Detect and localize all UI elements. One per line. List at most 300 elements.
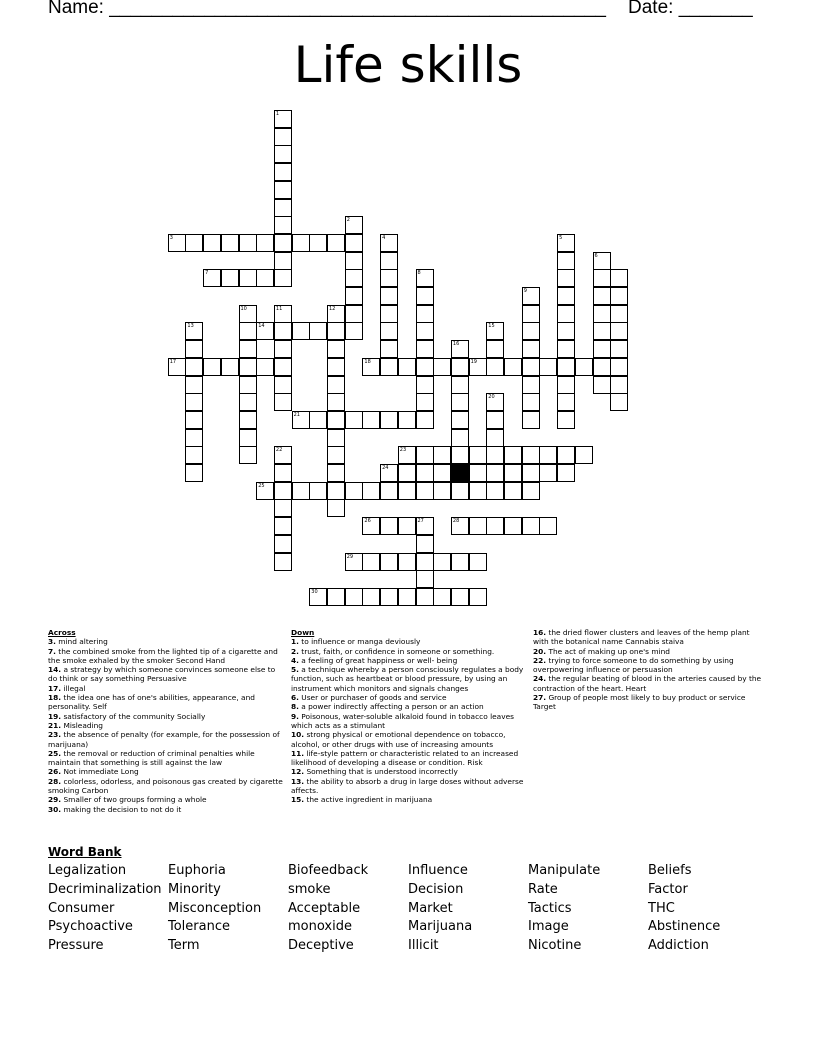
grid-cell[interactable] xyxy=(557,340,575,358)
clue xyxy=(291,767,529,776)
clue-text: a strategy by which someone convinces someone else to do think or say something Persuasive xyxy=(48,665,276,684)
grid-cell[interactable] xyxy=(256,482,274,500)
grid-cell[interactable] xyxy=(610,393,628,411)
grid-cell[interactable] xyxy=(557,411,575,429)
grid-cell[interactable] xyxy=(327,340,345,358)
grid-cell[interactable] xyxy=(203,234,221,252)
grid-cell[interactable] xyxy=(522,340,540,358)
grid-cell[interactable] xyxy=(610,340,628,358)
grid-cell[interactable] xyxy=(274,216,292,234)
grid-cell[interactable] xyxy=(327,482,345,500)
grid-cell[interactable] xyxy=(185,234,203,252)
clue-text: Group of people most likely to buy product or service Target xyxy=(533,693,746,712)
grid-cell[interactable] xyxy=(504,446,522,464)
grid-cell[interactable] xyxy=(451,376,469,394)
grid-cell[interactable] xyxy=(380,553,398,571)
grid-cell[interactable] xyxy=(380,358,398,376)
grid-cell[interactable] xyxy=(469,482,487,500)
grid-cell[interactable] xyxy=(451,553,469,571)
grid-cell[interactable] xyxy=(504,464,522,482)
grid-cell[interactable] xyxy=(451,393,469,411)
grid-cell[interactable] xyxy=(362,358,380,376)
grid-cell[interactable] xyxy=(398,482,416,500)
clue-number: 5 xyxy=(559,234,563,241)
clue-text: colorless, odorless, and poisonous gas created by cigarette smoking Carbon xyxy=(48,776,283,796)
clue-number: 16 xyxy=(452,341,460,348)
grid-cell[interactable] xyxy=(504,517,522,535)
clue-number: 29 xyxy=(346,553,354,560)
grid-cell[interactable] xyxy=(274,535,292,553)
clue-number: 23. xyxy=(48,730,62,740)
clue-number: 5. xyxy=(291,665,299,675)
grid-cell[interactable] xyxy=(504,358,522,376)
clue-number: 16. xyxy=(533,628,547,637)
grid-cell[interactable] xyxy=(451,446,469,464)
clue-text: strong physical or emotional dependence on tobacco, alcohol, or other drugs with use of increasing amounts xyxy=(291,730,506,749)
grid-cell[interactable] xyxy=(345,216,363,234)
grid-cell[interactable] xyxy=(185,446,203,464)
grid-cell[interactable] xyxy=(168,234,186,252)
word-bank-word: Deceptive xyxy=(288,938,354,954)
name-field[interactable]: Name: _______________________________________________ xyxy=(48,0,606,18)
grid-cell[interactable] xyxy=(416,517,434,535)
grid-cell[interactable] xyxy=(451,464,469,482)
clue xyxy=(48,777,283,796)
word-bank-word: Marijuana xyxy=(408,919,473,935)
down-clues-continued xyxy=(533,628,765,712)
word-bank-word: Rate xyxy=(528,881,558,897)
grid-cell[interactable] xyxy=(274,446,292,464)
grid-cell[interactable] xyxy=(274,305,292,323)
clue-text: a technique whereby a person consciously regulates a body function, such as heartbeat or blood pressure, by using an instrument which monitors and signals changes xyxy=(291,665,524,693)
grid-cell[interactable] xyxy=(610,287,628,305)
grid-cell[interactable] xyxy=(239,411,257,429)
grid-cell[interactable] xyxy=(239,446,257,464)
clue-text: satisfactory of the community Socially xyxy=(61,711,206,721)
grid-cell[interactable] xyxy=(610,322,628,340)
clue xyxy=(291,702,529,711)
grid-cell[interactable] xyxy=(469,588,487,606)
grid-cell[interactable] xyxy=(274,482,292,500)
grid-cell[interactable] xyxy=(451,517,469,535)
grid-cell[interactable] xyxy=(593,322,611,340)
grid-cell[interactable] xyxy=(416,535,434,553)
clue-text: the ability to absorb a drug in large doses without adverse affects. xyxy=(291,776,524,796)
grid-cell[interactable] xyxy=(416,305,434,323)
grid-cell[interactable] xyxy=(274,358,292,376)
grid-cell[interactable] xyxy=(522,446,540,464)
grid-cell[interactable] xyxy=(522,411,540,429)
grid-cell[interactable] xyxy=(239,340,257,358)
word-bank-word: monoxide xyxy=(288,919,352,935)
grid-cell[interactable] xyxy=(345,588,363,606)
grid-cell[interactable] xyxy=(433,588,451,606)
clue-text: a feeling of great happiness or well- being xyxy=(298,655,458,665)
grid-cell[interactable] xyxy=(522,322,540,340)
grid-cell[interactable] xyxy=(221,269,239,287)
grid-cell[interactable] xyxy=(593,358,611,376)
grid-cell[interactable] xyxy=(469,446,487,464)
word-bank-word: smoke xyxy=(288,881,331,897)
word-bank-word: Term xyxy=(168,938,200,954)
across-clues xyxy=(48,628,283,814)
clue-number: 26. xyxy=(48,767,62,777)
clue-text: Not immediate Long xyxy=(61,767,139,777)
grid-cell[interactable] xyxy=(327,376,345,394)
grid-cell[interactable] xyxy=(593,287,611,305)
grid-cell[interactable] xyxy=(486,358,504,376)
word-bank-word: Consumer xyxy=(48,900,115,916)
grid-cell[interactable] xyxy=(522,287,540,305)
grid-cell[interactable] xyxy=(274,110,292,128)
grid-cell[interactable] xyxy=(362,588,380,606)
clue-number: 10. xyxy=(291,730,305,740)
clue-number: 25 xyxy=(258,482,265,489)
grid-cell[interactable] xyxy=(168,358,186,376)
grid-cell[interactable] xyxy=(327,358,345,376)
grid-cell[interactable] xyxy=(185,411,203,429)
grid-cell[interactable] xyxy=(274,128,292,146)
grid-cell[interactable] xyxy=(274,145,292,163)
grid-cell[interactable] xyxy=(486,340,504,358)
grid-cell[interactable] xyxy=(593,269,611,287)
grid-cell[interactable] xyxy=(469,517,487,535)
grid-cell[interactable] xyxy=(398,588,416,606)
grid-cell[interactable] xyxy=(327,588,345,606)
grid-cell[interactable] xyxy=(185,322,203,340)
grid-cell[interactable] xyxy=(557,376,575,394)
grid-cell[interactable] xyxy=(345,252,363,270)
clue xyxy=(291,712,529,731)
grid-cell[interactable] xyxy=(239,358,257,376)
grid-cell[interactable] xyxy=(345,287,363,305)
grid-cell[interactable] xyxy=(416,464,434,482)
clue-number: 12 xyxy=(329,305,336,312)
grid-cell[interactable] xyxy=(557,358,575,376)
grid-cell[interactable] xyxy=(345,305,363,323)
grid-cell[interactable] xyxy=(557,234,575,252)
grid-cell[interactable] xyxy=(416,446,434,464)
clue xyxy=(533,693,765,712)
grid-cell[interactable] xyxy=(239,234,257,252)
grid-cell[interactable] xyxy=(557,269,575,287)
grid-cell[interactable] xyxy=(274,181,292,199)
grid-cell[interactable] xyxy=(309,411,327,429)
grid-cell[interactable] xyxy=(416,482,434,500)
grid-cell[interactable] xyxy=(433,358,451,376)
grid-cell[interactable] xyxy=(327,499,345,517)
grid-cell[interactable] xyxy=(380,269,398,287)
clue xyxy=(291,665,529,693)
grid-cell[interactable] xyxy=(539,517,557,535)
grid-cell[interactable] xyxy=(416,358,434,376)
grid-cell[interactable] xyxy=(610,305,628,323)
grid-cell[interactable] xyxy=(398,411,416,429)
grid-cell[interactable] xyxy=(557,393,575,411)
grid-cell[interactable] xyxy=(345,322,363,340)
grid-cell[interactable] xyxy=(575,446,593,464)
grid-cell[interactable] xyxy=(362,482,380,500)
clue-text: the combined smoke from the lighted tip of a cigarette and the smoke exhaled by the smoker Second Hand xyxy=(48,646,278,665)
grid-cell[interactable] xyxy=(398,358,416,376)
grid-cell[interactable] xyxy=(433,482,451,500)
grid-cell[interactable] xyxy=(203,269,221,287)
grid-cell[interactable] xyxy=(239,305,257,323)
clue-text: illegal xyxy=(61,683,86,693)
grid-cell[interactable] xyxy=(380,234,398,252)
clue-text: the regular beating of blood in the arteries caused by the contraction of the heart. Heart xyxy=(533,674,762,693)
grid-cell[interactable] xyxy=(256,358,274,376)
grid-cell[interactable] xyxy=(185,393,203,411)
clue-number: 19 xyxy=(470,358,477,365)
clue xyxy=(48,665,283,684)
grid-cell[interactable] xyxy=(185,358,203,376)
grid-cell[interactable] xyxy=(486,322,504,340)
clue-number: 18 xyxy=(364,358,371,365)
grid-cell[interactable] xyxy=(292,482,310,500)
grid-cell[interactable] xyxy=(345,269,363,287)
grid-cell[interactable] xyxy=(557,287,575,305)
grid-cell[interactable] xyxy=(362,553,380,571)
grid-cell[interactable] xyxy=(593,252,611,270)
word-bank-word: Illicit xyxy=(408,938,439,954)
grid-cell[interactable] xyxy=(451,429,469,447)
grid-cell[interactable] xyxy=(309,322,327,340)
grid-cell[interactable] xyxy=(274,393,292,411)
grid-cell[interactable] xyxy=(380,322,398,340)
clue-number: 23 xyxy=(399,447,407,454)
grid-cell[interactable] xyxy=(256,234,274,252)
grid-cell[interactable] xyxy=(398,464,416,482)
grid-cell[interactable] xyxy=(433,464,451,482)
clue-number: 21 xyxy=(293,411,300,418)
grid-cell[interactable] xyxy=(451,588,469,606)
grid-cell[interactable] xyxy=(575,358,593,376)
grid-cell[interactable] xyxy=(274,553,292,571)
grid-cell[interactable] xyxy=(557,305,575,323)
grid-cell[interactable] xyxy=(522,464,540,482)
grid-cell[interactable] xyxy=(345,411,363,429)
word-bank-title: Word Bank xyxy=(48,845,122,859)
grid-cell[interactable] xyxy=(610,376,628,394)
grid-cell[interactable] xyxy=(362,411,380,429)
grid-cell[interactable] xyxy=(486,411,504,429)
clue-number: 24 xyxy=(382,465,389,471)
grid-cell[interactable] xyxy=(610,358,628,376)
grid-cell[interactable] xyxy=(416,570,434,588)
grid-cell[interactable] xyxy=(416,322,434,340)
word-bank-word: Beliefs xyxy=(648,863,692,878)
grid-cell[interactable] xyxy=(239,269,257,287)
grid-cell[interactable] xyxy=(398,517,416,535)
grid-cell[interactable] xyxy=(539,464,557,482)
grid-cell[interactable] xyxy=(274,464,292,482)
clue xyxy=(48,767,283,776)
grid-cell[interactable] xyxy=(327,411,345,429)
grid-cell[interactable] xyxy=(380,464,398,482)
clue-number: 4. xyxy=(291,655,299,665)
grid-cell[interactable] xyxy=(469,358,487,376)
grid-cell[interactable] xyxy=(416,287,434,305)
word-bank-word: Factor xyxy=(648,881,688,897)
grid-cell[interactable] xyxy=(539,446,557,464)
grid-cell[interactable] xyxy=(416,393,434,411)
grid-cell[interactable] xyxy=(398,553,416,571)
clue-text: Smaller of two groups forming a whole xyxy=(61,795,207,805)
word-bank-word: Manipulate xyxy=(528,863,601,878)
grid-cell[interactable] xyxy=(274,199,292,217)
clue-text: The act of making up one's mind xyxy=(546,646,670,656)
grid-cell[interactable] xyxy=(221,358,239,376)
clue xyxy=(48,721,283,730)
date-field[interactable]: Date: _______ xyxy=(628,0,753,18)
grid-cell[interactable] xyxy=(309,588,327,606)
grid-cell[interactable] xyxy=(451,482,469,500)
grid-cell[interactable] xyxy=(416,588,434,606)
clue-number: 30. xyxy=(48,804,62,814)
grid-cell[interactable] xyxy=(292,411,310,429)
grid-cell[interactable] xyxy=(451,411,469,429)
clue-number: 9. xyxy=(291,711,299,721)
grid-cell[interactable] xyxy=(256,269,274,287)
grid-cell[interactable] xyxy=(416,553,434,571)
grid-cell[interactable] xyxy=(522,482,540,500)
grid-cell[interactable] xyxy=(185,340,203,358)
clue-number: 1. xyxy=(291,637,299,647)
grid-cell[interactable] xyxy=(416,269,434,287)
grid-cell[interactable] xyxy=(380,305,398,323)
grid-cell[interactable] xyxy=(557,322,575,340)
clue-text: Poisonous, water-soluble alkaloid found in tobacco leaves which acts as a stimulant xyxy=(291,711,514,730)
grid-cell[interactable] xyxy=(274,163,292,181)
grid-cell[interactable] xyxy=(504,482,522,500)
clue xyxy=(291,730,529,749)
grid-cell[interactable] xyxy=(327,393,345,411)
grid-cell[interactable] xyxy=(557,252,575,270)
word-bank-word: Pressure xyxy=(48,938,104,954)
clue xyxy=(291,749,529,768)
grid-cell[interactable] xyxy=(380,340,398,358)
grid-cell[interactable] xyxy=(274,234,292,252)
grid-cell[interactable] xyxy=(451,340,469,358)
grid-cell[interactable] xyxy=(486,517,504,535)
grid-cell[interactable] xyxy=(380,482,398,500)
clue-number: 17 xyxy=(169,358,177,365)
grid-cell[interactable] xyxy=(239,429,257,447)
grid-cell[interactable] xyxy=(522,358,540,376)
grid-cell[interactable] xyxy=(345,234,363,252)
clue xyxy=(48,693,283,712)
grid-cell[interactable] xyxy=(593,376,611,394)
grid-cell[interactable] xyxy=(486,429,504,447)
grid-cell[interactable] xyxy=(327,446,345,464)
grid-cell[interactable] xyxy=(327,234,345,252)
clue-number: 20. xyxy=(533,646,547,656)
grid-cell[interactable] xyxy=(469,464,487,482)
grid-cell[interactable] xyxy=(557,464,575,482)
grid-cell[interactable] xyxy=(593,305,611,323)
grid-cell[interactable] xyxy=(185,429,203,447)
grid-cell[interactable] xyxy=(486,482,504,500)
grid-cell[interactable] xyxy=(274,322,292,340)
grid-cell[interactable] xyxy=(274,269,292,287)
grid-cell[interactable] xyxy=(398,446,416,464)
grid-cell[interactable] xyxy=(274,499,292,517)
grid-cell[interactable] xyxy=(451,358,469,376)
grid-cell[interactable] xyxy=(380,287,398,305)
clue-number: 25. xyxy=(48,748,62,758)
clue-number: 1 xyxy=(275,111,280,117)
grid-cell[interactable] xyxy=(274,252,292,270)
grid-cell[interactable] xyxy=(433,446,451,464)
grid-cell[interactable] xyxy=(203,358,221,376)
grid-cell[interactable] xyxy=(185,376,203,394)
grid-cell[interactable] xyxy=(221,234,239,252)
grid-cell[interactable] xyxy=(380,517,398,535)
grid-cell[interactable] xyxy=(486,446,504,464)
grid-cell[interactable] xyxy=(380,411,398,429)
grid-cell[interactable] xyxy=(239,393,257,411)
grid-cell[interactable] xyxy=(522,517,540,535)
grid-cell[interactable] xyxy=(309,234,327,252)
clue-number: 15. xyxy=(291,795,305,805)
grid-cell[interactable] xyxy=(292,322,310,340)
grid-cell[interactable] xyxy=(239,376,257,394)
clue xyxy=(48,637,283,646)
grid-cell[interactable] xyxy=(593,340,611,358)
grid-cell[interactable] xyxy=(522,305,540,323)
grid-cell[interactable] xyxy=(327,305,345,323)
grid-cell[interactable] xyxy=(539,358,557,376)
grid-cell[interactable] xyxy=(309,482,327,500)
grid-cell[interactable] xyxy=(345,553,363,571)
grid-cell[interactable] xyxy=(416,376,434,394)
grid-cell[interactable] xyxy=(380,252,398,270)
grid-cell[interactable] xyxy=(185,464,203,482)
clue xyxy=(48,684,283,693)
grid-cell[interactable] xyxy=(610,269,628,287)
grid-cell[interactable] xyxy=(380,588,398,606)
grid-cell[interactable] xyxy=(256,322,274,340)
clue xyxy=(291,777,529,796)
clue-number: 19. xyxy=(48,711,62,721)
clue-number: 8 xyxy=(417,270,421,277)
grid-cell[interactable] xyxy=(522,376,540,394)
grid-cell[interactable] xyxy=(486,393,504,411)
grid-cell[interactable] xyxy=(416,340,434,358)
grid-cell[interactable] xyxy=(557,446,575,464)
grid-cell[interactable] xyxy=(239,322,257,340)
grid-cell[interactable] xyxy=(362,517,380,535)
word-bank-word: THC xyxy=(648,900,675,916)
grid-cell[interactable] xyxy=(327,322,345,340)
grid-cell[interactable] xyxy=(292,234,310,252)
grid-cell[interactable] xyxy=(416,411,434,429)
grid-cell[interactable] xyxy=(345,482,363,500)
grid-cell[interactable] xyxy=(433,553,451,571)
clue-text: the idea one has of one's abilities, appearance, and personality. Self xyxy=(48,693,255,712)
clue xyxy=(48,749,283,768)
grid-cell[interactable] xyxy=(274,376,292,394)
grid-cell[interactable] xyxy=(327,429,345,447)
grid-cell[interactable] xyxy=(274,517,292,535)
clue-number: 3 xyxy=(169,234,173,241)
grid-cell[interactable] xyxy=(486,464,504,482)
grid-cell[interactable] xyxy=(522,393,540,411)
grid-cell[interactable] xyxy=(469,553,487,571)
grid-cell[interactable] xyxy=(327,464,345,482)
grid-cell[interactable] xyxy=(274,340,292,358)
